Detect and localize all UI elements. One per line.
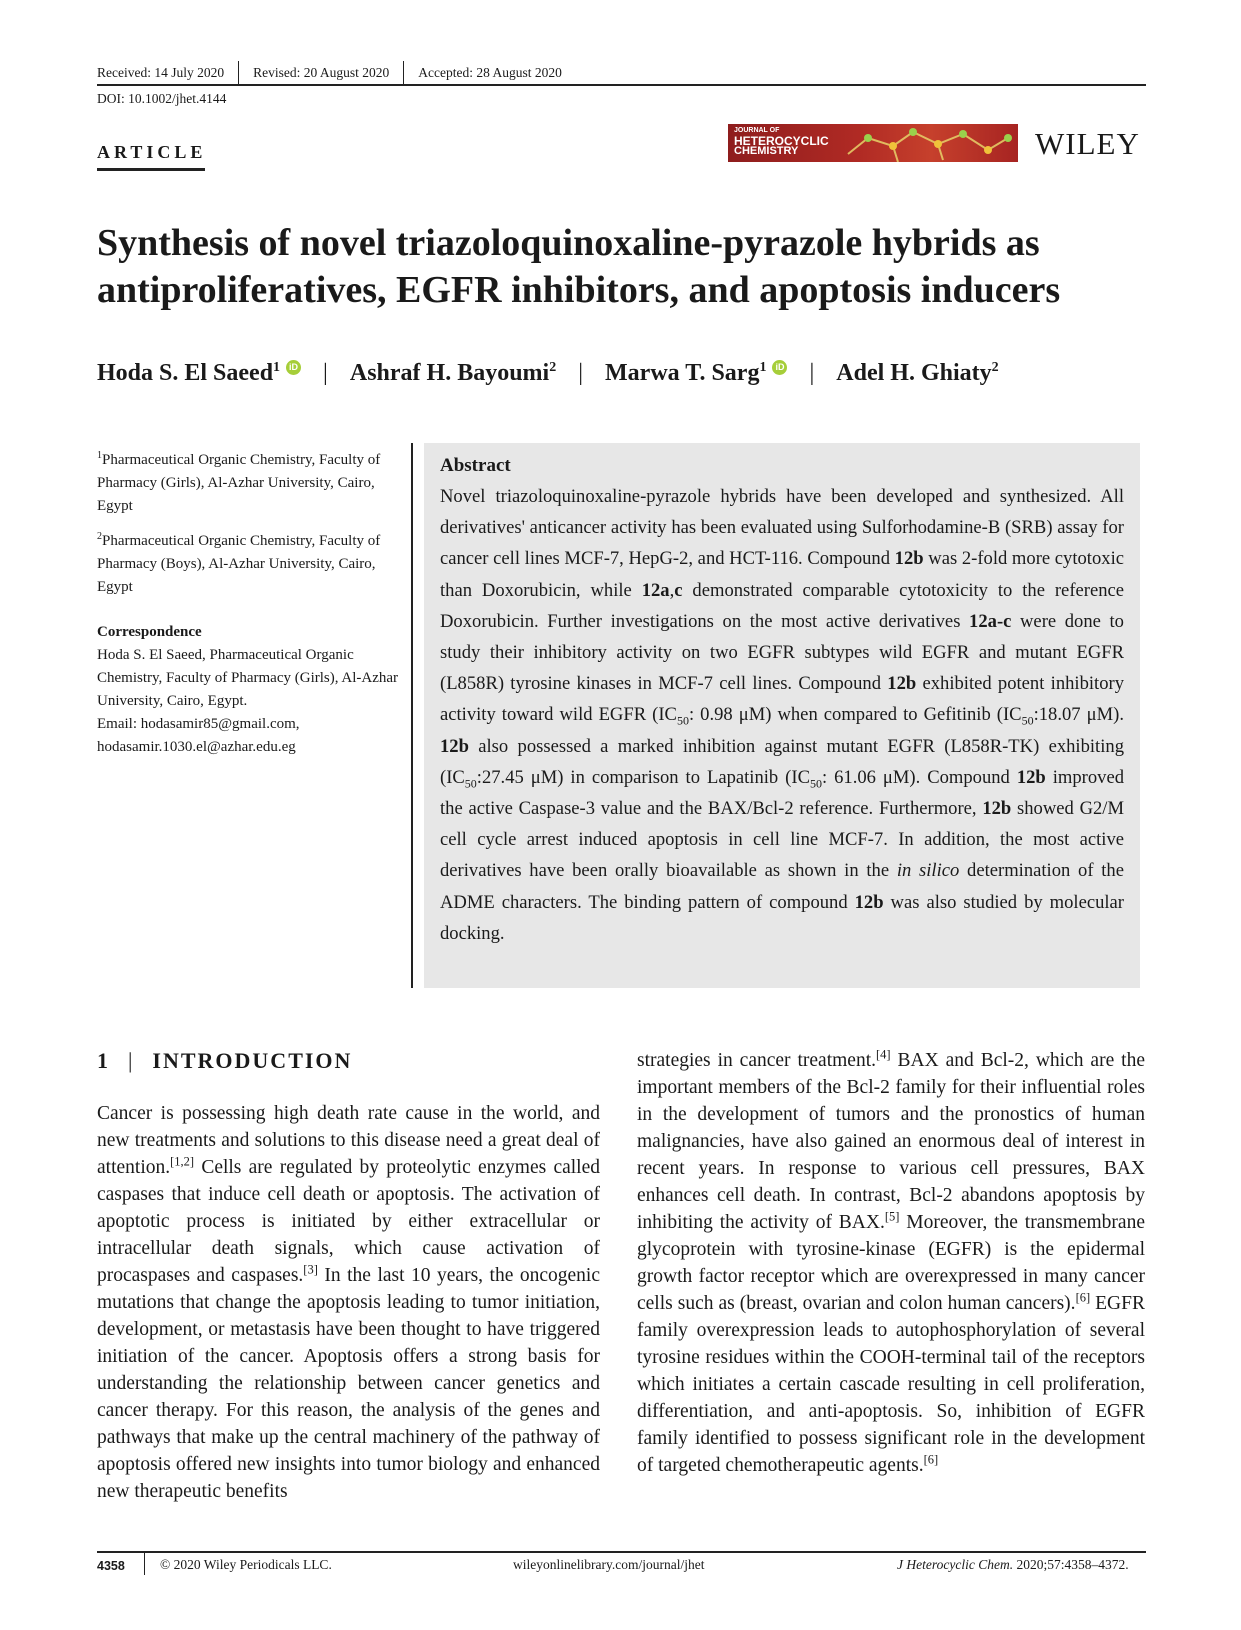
footer-rule — [97, 1551, 1146, 1553]
email-link[interactable]: Email: hodasamir85@gmail.com, — [97, 716, 300, 732]
text-run: improved the active Caspase-3 value and the BAX/Bcl-2 reference. Furthermore, — [440, 766, 1124, 820]
text-run: 50 — [676, 714, 689, 729]
journal-name-line: HETEROCYCLIC — [734, 134, 829, 148]
text-run: In the last 10 years, the oncogenic mutations that change the apoptosis leading to tumor initiation, development, or metastasis have been thought to have triggered initiation of the cancer. Apoptosis offers a strong basis for understanding the relationship between cancer genetics and cancer therapy. For this reason, the analysis of the genes and pathways that make up the central machinery of the pathway of apoptosis offered new insights into tumor biology and enhanced new therapeutic benefits — [97, 1265, 600, 1502]
text-run: Cells are regulated by proteolytic enzymes called caspases that induce cell death or apoptosis. The activation of apoptotic process is initiated by either extracellular or intracellular death signals, which cause activation of procaspases and caspases. — [97, 1157, 600, 1286]
text-run: 12b — [887, 673, 917, 695]
body-paragraph — [97, 1100, 600, 1505]
text-run: 12b — [1016, 766, 1046, 788]
citation-ref[interactable]: [5] — [884, 1209, 900, 1224]
text-run: 12a-c — [969, 610, 1012, 632]
section-number: 1 — [97, 1048, 108, 1073]
affiliations — [97, 444, 402, 759]
text-run: :18.07 μM). — [1033, 704, 1124, 726]
correspondence-text: Hoda S. El Saeed, Pharmaceutical Organic Chemistry, Faculty of Pharmacy (Girls), Al-Azhar University, Cairo, Egypt. Email: hodasamir85@gmail.com, hodasamir.1030.el@azhar.edu.eg — [97, 647, 399, 755]
citation-ref[interactable]: [6] — [1075, 1290, 1091, 1305]
affiliation: $^2$Pharmaceutical Organic Chemistry, Faculty of Pharmacy (Boys), Al-Azhar University, Cairo, Egypt — [97, 531, 381, 595]
body-column-right — [637, 1047, 1145, 1479]
text-run: 50 — [1021, 714, 1034, 729]
section-separator: | — [128, 1048, 133, 1073]
footer-divider — [144, 1553, 145, 1575]
text-run: Novel triazoloquinoxaline-pyrazole hybrids have been developed and synthesized. All derivatives' anticancer activity has been evaluated using Sulforhodamine-B (SRB) assay for cancer cell lines MCF-7, HepG-2, and HCT-116. Compound — [440, 486, 1124, 570]
text-run: exhibited potent inhibitory activity toward wild EGFR (IC — [440, 673, 1124, 726]
accepted-date: Accepted: 28 August 2020 — [418, 65, 562, 80]
citation-ref[interactable]: [3] — [303, 1262, 318, 1277]
email-link[interactable]: hodasamir.1030.el@azhar.edu.eg — [97, 739, 296, 755]
text-run: demonstrated comparable cytotoxicity to the reference Doxorubicin. Further investigations on the most active derivatives — [440, 579, 1125, 632]
author-separator: | — [578, 360, 584, 386]
abstract-heading: Abstract — [440, 455, 511, 476]
page-number: 4358 — [97, 1559, 125, 1573]
author[interactable]: Hoda S. El Saeed$^1$ — [97, 360, 281, 386]
citation-ref[interactable]: [1,2] — [170, 1154, 195, 1169]
author[interactable]: Marwa T. Sarg$^1$ — [605, 360, 767, 386]
citation-ref[interactable]: [6] — [923, 1452, 939, 1467]
text-run: 12b — [854, 891, 884, 913]
text-run: 50 — [809, 776, 822, 791]
journal-logo[interactable] — [728, 124, 1018, 162]
header-rule — [97, 84, 1146, 86]
article-type: ARTICLE — [97, 142, 207, 162]
author-list — [97, 360, 999, 387]
text-run: , — [669, 579, 675, 601]
text-run: c — [674, 579, 683, 601]
body-column-left — [97, 1100, 600, 1505]
text-run: :27.45 μM) in comparison to Lapatinib (IC — [476, 766, 810, 788]
text-run: : 0.98 μM) when compared to Gefitinib (IC — [688, 704, 1022, 726]
author-separator: | — [323, 360, 328, 386]
text-run: 50 — [464, 776, 477, 791]
publisher-logo[interactable]: WILEY — [1035, 126, 1140, 161]
text-run: showed G2/M cell cycle arrest induced apoptosis in cell line MCF-7. In addition, the most active derivatives have been orally bioavailable as shown in the — [440, 798, 1125, 882]
section-heading — [97, 1048, 352, 1074]
doi[interactable]: DOI: 10.1002/jhet.4144 — [97, 91, 227, 106]
abstract-text — [440, 481, 1124, 949]
text-run: 12b — [982, 798, 1012, 820]
text-run: BAX and Bcl-2, which are the important members of the Bcl-2 family for their influential roles in the development of tumors and the pronostics of human malignancies, have also gained an enormous deal of interest in recent years. In response to various cell pressures, BAX enhances cell death. In contrast, Bcl-2 abandons apoptosis by inhibiting the activity of BAX. — [637, 1050, 1145, 1233]
journal-name — [734, 126, 829, 156]
text-run: was also studied by molecular docking. — [440, 891, 1124, 944]
text-run: strategies in cancer treatment. — [637, 1050, 876, 1071]
text-run: Cancer is possessing high death rate cause in the world, and new treatments and solutions to this disease need a great deal of attention. — [97, 1103, 600, 1178]
body-paragraph — [637, 1047, 1145, 1479]
received-date: Received: 14 July 2020 — [97, 65, 225, 80]
text-run: were done to study their inhibitory activity on two EGFR subtypes wild EGFR and mutant EGFR (L858R) tyrosine kinases in MCF-7 cell lines. Compound — [440, 610, 1124, 695]
text-run: : 61.06 μM). Compound — [821, 766, 1017, 788]
author-separator: | — [809, 360, 815, 386]
text-run: 12b — [440, 735, 469, 757]
orcid-icon[interactable]: iD — [772, 360, 787, 375]
author[interactable]: Adel H. Ghiaty$^2$ — [836, 360, 999, 386]
journal-name-line: JOURNAL OF — [734, 127, 780, 134]
abstract-rule — [411, 443, 413, 988]
divider — [403, 61, 404, 85]
text-run: Moreover, the transmembrane glycoprotein with tyrosine-kinase (EGFR) is the epidermal growth factor receptor which are overexpressed in many cancer cells such as (breast, ovarian and colon human cancers). — [637, 1212, 1145, 1314]
copyright: © 2020 Wiley Periodicals LLC. — [160, 1557, 332, 1572]
history-dates — [97, 61, 562, 85]
affiliation: $^1$Pharmaceutical Organic Chemistry, Faculty of Pharmacy (Girls), Al-Azhar University, Cairo, Egypt — [97, 450, 381, 514]
author[interactable]: Ashraf H. Bayoumi$^2$ — [349, 360, 557, 386]
section-title: INTRODUCTION — [152, 1048, 353, 1073]
paper-title: Synthesis of novel triazoloquinoxaline-pyrazole hybrids as antiproliferatives, EGFR inhibitors, and apoptosis inducers — [97, 222, 1061, 311]
citation-ref[interactable]: [4] — [875, 1047, 891, 1062]
text-run: 12a — [641, 579, 670, 601]
text-run: was 2-fold more cytotoxic than Doxorubicin, while — [440, 548, 1124, 601]
text-run: EGFR family overexpression leads to autophosphorylation of several tyrosine residues within the COOH-terminal tail of the receptors which initiates a certain cascade resulting in cell proliferation, differentiation, and anti-apoptosis. So, inhibition of EGFR family identified to possess significant role in the development of targeted chemotherapeutic agents. — [637, 1293, 1145, 1476]
citation-journal: J Heterocyclic Chem. — [897, 1557, 1014, 1572]
text-run: 12b — [894, 548, 924, 570]
text-run: in silico — [896, 860, 960, 882]
journal-name-line: CHEMISTRY — [734, 145, 799, 157]
article-underline — [97, 168, 205, 171]
text-run: determination of the ADME characters. The binding pattern of compound — [440, 860, 1124, 913]
citation-details: 2020;57:4358–4372. — [1013, 1557, 1129, 1572]
text-run: also possessed a marked inhibition against mutant EGFR (L858R-TK) exhibiting (IC — [440, 735, 1124, 788]
journal-url[interactable]: wileyonlinelibrary.com/journal/jhet — [513, 1557, 705, 1572]
orcid-icon[interactable]: iD — [286, 360, 301, 375]
citation — [897, 1557, 1129, 1573]
revised-date: Revised: 20 August 2020 — [253, 65, 390, 80]
correspondence-heading: Correspondence — [97, 624, 202, 640]
divider — [238, 61, 239, 85]
abstract-box — [424, 443, 1140, 988]
